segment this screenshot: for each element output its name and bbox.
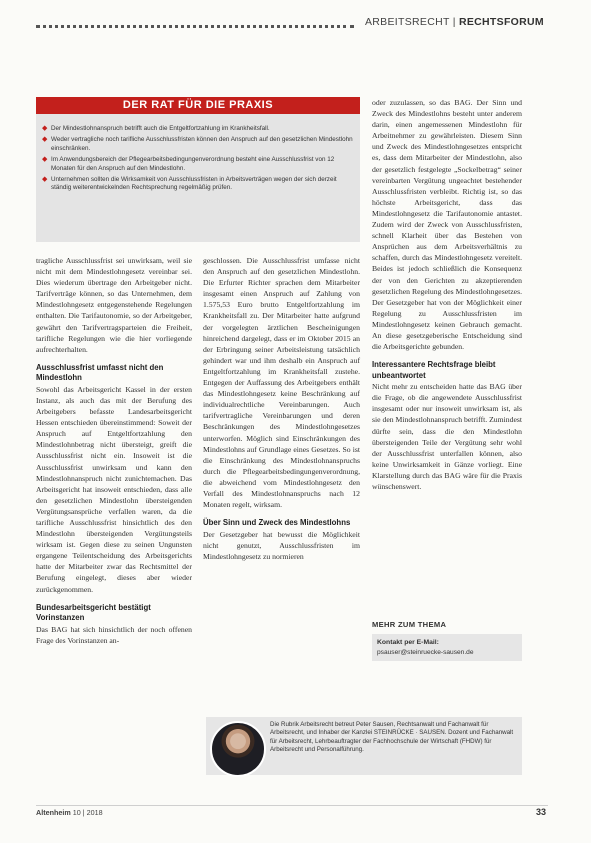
- article-column-3: [372, 97, 522, 492]
- subheading: Ausschlussfrist umfasst nicht den Mindestlohn: [36, 362, 164, 383]
- subheading: Interessantere Rechtsfrage bleibt unbeantwortet: [372, 360, 496, 380]
- paragraph: Nicht mehr zu entscheiden hatte das BAG über die Frage, ob die angewendete Ausschlussfrist insgesamt oder nur insoweit unwirksam ist, als sie den Mindestlohnanspruch betrifft. Zumindest dürfte sein, dass die den Mindestlohn übersteigenden Teile der Vergütung sehr wohl der Ausschlussfrist unterfallen können, also keine Unwirksamkeit in Gänze vorliegt. Eine Klarstellung durch das BAG wäre für die Praxis wünschenswert.: [372, 382, 522, 491]
- section-header: [365, 16, 544, 28]
- paragraph: Das BAG hat sich hinsichtlich der noch offenen Frage des Vorinstanzen an-: [36, 624, 192, 645]
- practice-tip: [42, 136, 354, 153]
- paragraph: tragliche Ausschlussfrist sei unwirksam, weil sie nicht mit dem Mindestlohngesetz vereinbar sei. Dies wiederum übertrage den Arbeitgeber nicht. Tarifverträge können, so das Unternehmen, dem Mindestlohngesetz entgegenstehende Regelungen enthalten. Die Tarifautonomie, so der Arbeitgeber, gewährt den Tarifvertragsparteien die Freiheit, tarifliche Regelungen wie die hier vorliegende aufrechterhalten.: [36, 256, 192, 354]
- paragraph: oder zuzulassen, so das BAG. Der Sinn und Zweck des Mindestlohns besteht unter anderem darin, einen angemessenen Mindestlohn für Arbeitnehmer zu gewährleisten. Diesem Sinn und Zweck des Mindestlohngesetzes entspricht es, dass dem Mitarbeiter der Mindestlohn, also der gesetzlich festgelegte „Sockelbetrag“ seiner vereinbarten Vergütung ungeachtet bestehender Ausschlussfristen verbleibt. Richtig ist, so das höchste Arbeitsgericht, dass das Mindestlohngesetz die Tarifautonomie antastet. Zudem wird der Zweck von Ausschlussfristen, schnell Klarheit über das Bestehen von Ansprüchen aus dem Arbeitsverhältnis zu schaffen, durch das Mindestlohngesetz vereitelt. Beides ist jedoch schließlich die Konsequenz der von den Gerichten zu akzeptierenden gesetzlichen Regelung des Mindestlohngesetzes. Der Gesetzgeber hat von der Möglichkeit einer Regelung zu Ausschlussfristen im Mindestlohngesetz keinen Gebrauch gemacht. An diese gesetzgeberische Entscheidung sind die Arbeitsgerichte gebunden.: [372, 98, 522, 352]
- section-separator: |: [449, 16, 459, 28]
- practice-tip-text: Der Mindestlohnanspruch betrifft auch die Entgeltfortzahlung im Krankheitsfall.: [51, 125, 270, 132]
- practice-tip-text: Weder vertragliche noch tarifliche Ausschlussfristen können den Anspruch auf den gesetzlichen Mindestlohn einschränken.: [51, 136, 353, 152]
- diamond-bullet-icon: ◆: [42, 125, 48, 132]
- subheading: Bundesarbeitsgericht bestätigt Vorinstanzen: [36, 602, 151, 623]
- paragraph: Der Gesetzgeber hat bewusst die Möglichkeit nicht genutzt, Ausschlussfristen im Mindestlohngesetz zu normieren: [203, 529, 360, 561]
- page-number: 33: [536, 807, 547, 817]
- more-on-topic: [372, 620, 522, 661]
- diamond-bullet-icon: ◆: [42, 156, 48, 164]
- paragraph: geschlossen. Die Ausschlussfrist umfasse nicht den Anspruch auf den gesetzlichen Mindestlohn. Die Erfurter Richter sprachen dem Mitarbeiter insgesamt einen Anspruch auf Zahlung von 1.575,53 Euro brutto Entgeltfortzahlung im Krankheitsfall zu. Der Mitarbeiter hatte aufgrund der vorgelegten ärztlichen Bescheinigungen hinreichend dargelegt, dass er im Oktober 2015 an der Erbringung seiner Arbeitsleistung tatsächlich gehindert war und ihm deshalb ein Anspruch auf Entgeltfortzahlung im Krankheitsfall zustehe. Entgegen der Auffassung des Arbeitgebers enthält das Mindestlohngesetz keine Beschränkung auf individualrechtliche Vereinbarungen. Auch tarifvertragliche Vereinbarungen und deren Beschränkungen des Mindestlohngesetzes unterworfen. Möglich sind Einschränkungen des Mindestlohns auf Grundlage eines Gesetzes. So ist die Einschränkung des Mindestlohnanspruchs durch die Pflegearbeitsbedingungenverordnung, die abweichend vom Mindestlohngesetz den Verfall des Mindestlohnanspruchs nach 12 Monaten regelt, wirksam.: [203, 256, 360, 510]
- more-on-topic-title: MEHR ZUM THEMA: [372, 620, 447, 629]
- contact-email-link[interactable]: psauser@steinruecke-sausen.de: [377, 648, 474, 656]
- practice-tips-list: [42, 125, 354, 196]
- footer-magazine: [36, 808, 103, 817]
- diamond-bullet-icon: ◆: [42, 136, 48, 144]
- author-photo: [210, 721, 266, 777]
- practice-tip-text: Im Anwendungsbereich der Pflegearbeitsbedingungenverordnung besteht eine Ausschlussfrist von 12 Monaten für den Anspruch auf den Mindestlohn.: [51, 156, 335, 172]
- contact-box: [372, 634, 522, 661]
- practice-tip-text: Unternehmen sollten die Wirksamkeit von Ausschlussfristen in Arbeitsverträgen wegen der sich derzeit ständig weiterentwickelnden Rechtsprechung regelmäßig prüfen.: [51, 176, 337, 192]
- article-column-1: [36, 255, 192, 646]
- article-column-2: [203, 255, 360, 562]
- practice-tip: [42, 156, 354, 173]
- practice-tip: [42, 176, 354, 193]
- footer-rule: [36, 805, 548, 806]
- header-dotted-rule: [36, 25, 354, 28]
- paragraph: Sowohl das Arbeitsgericht Kassel in der ersten Instanz, als auch das mit der Berufung des Arbeitgebers befasste Landesarbeitsgericht Hessen entschieden übereinstimmend: Soweit der Anspruch auf Entgeltfortzahlung den Mindestlohnbetrag nicht übersteigt, greift die Ausschlussfrist nicht ein. Insoweit ist die Ausschlussfrist unwirksam und kann den Mindestlohnanspruch nicht zunichtemachen. Das Arbeitsgericht hat insoweit entschieden, dass alle den gesetzlichen Mindestlohn übersteigenden Vergütungsansprüche verfallen waren, da die tarifliche Ausschlussfrist hinsichtlich des den Mindestlohn übersteigenden Vergütungsteils wirksam ist. Gegen diese zu seinen Ungunsten ergangene Teilentscheidung des Arbeitsgerichts hatte der Mitarbeiter zwar das Rechtsmittel der Berufung eingelegt, dieses aber wieder zurückgenommen.: [36, 384, 192, 594]
- issue-number: 10 | 2018: [72, 808, 103, 817]
- author-bio: Die Rubrik Arbeitsrecht betreut Peter Sausen, Rechtsanwalt und Fachanwalt für Arbeitsrecht, und Inhaber der Kanzlei STEINRÜCKE · SAUSEN. Dozent und Fachanwalt für Arbeitsrecht, Lehrbeauftragter der Fachhochschule der Wirtschaft (FHDW) für Arbeitsrecht und Personalführung.: [270, 721, 514, 754]
- practice-tips-title: DER RAT FÜR DIE PRAXIS: [36, 97, 360, 114]
- diamond-bullet-icon: ◆: [42, 176, 48, 184]
- contact-label: Kontakt per E-Mail:: [377, 639, 439, 646]
- forum-label: RECHTSFORUM: [458, 16, 544, 28]
- subheading: Über Sinn und Zweck des Mindestlohns: [203, 518, 351, 528]
- practice-tip: [42, 125, 354, 133]
- section-label: ARBEITSRECHT: [365, 16, 450, 28]
- magazine-name: Altenheim: [36, 808, 71, 817]
